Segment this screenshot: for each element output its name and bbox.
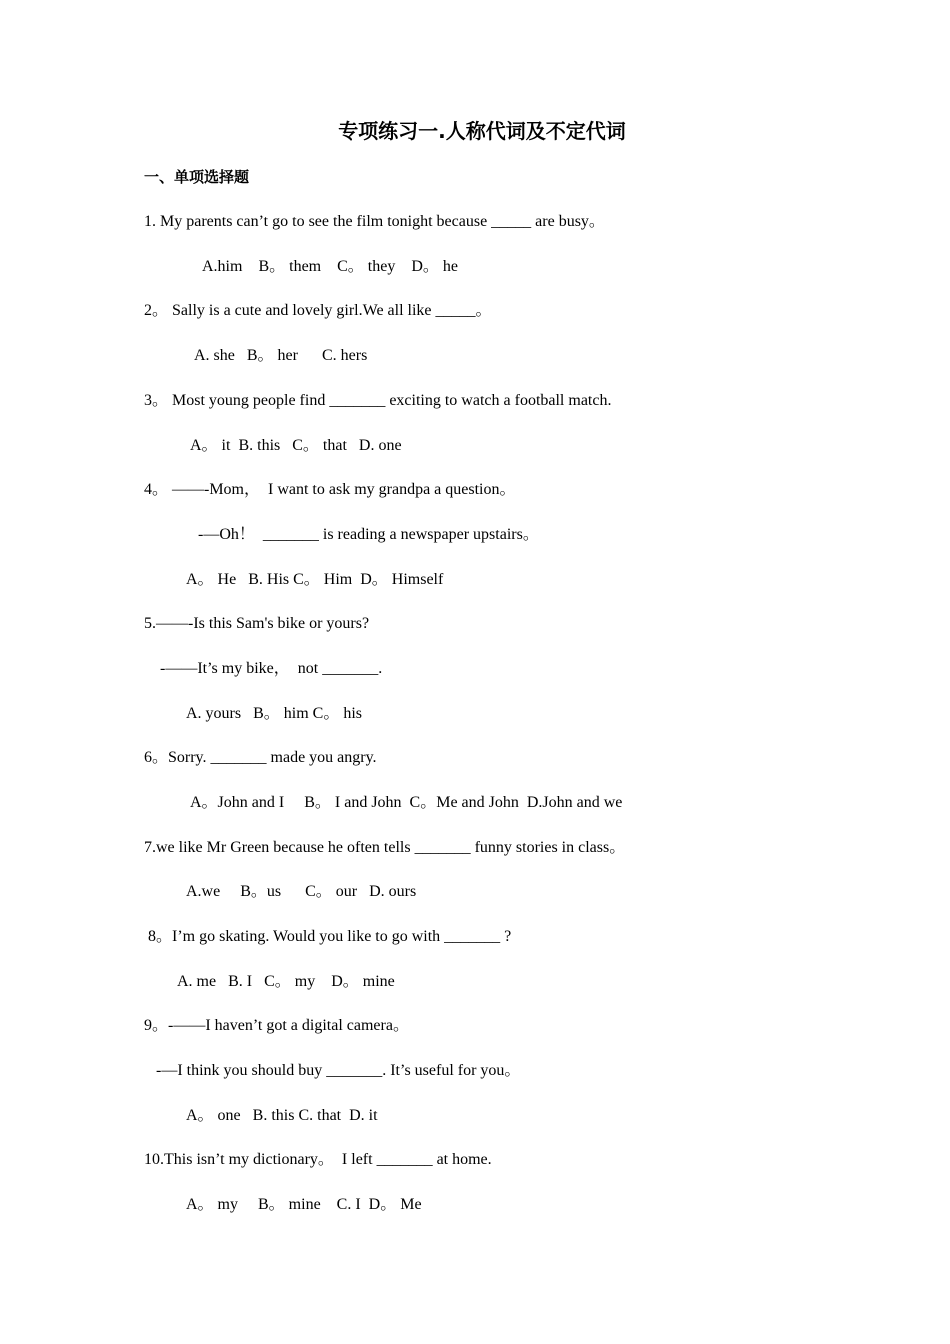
question-8: 8。I’m go skating. Would you like to go with _______ ? [148,928,512,945]
options-4: A。 He B. His C。 Him D。 Himself [186,571,444,588]
options-5: A. yours B。 him C。 his [186,705,363,722]
question-3: 3。 Most young people find _______ exciting to watch a football match. [144,392,612,409]
page-title: 专项练习一.人称代词及不定代词 [338,119,626,143]
question-4-reply: -—Oh！ _______ is reading a newspaper upstairs。 [198,526,539,543]
question-10: 10.This isn’t my dictionary。 I left _______ at home. [144,1151,492,1168]
question-6: 6。Sorry. _______ made you angry. [144,749,377,766]
options-10: A。 my B。 mine C. I D。 Me [186,1196,422,1213]
options-7: A.we B。us C。 our D. ours [186,883,417,900]
question-5-reply: -——It’s my bike， not _______. [160,660,383,677]
options-3: A。 it B. this C。 that D. one [190,437,402,454]
section-heading: 一、单项选择题 [144,168,250,186]
options-2: A. she B。 her C. hers [194,347,368,364]
question-7: 7.we like Mr Green because he often tells _______ funny stories in class。 [144,839,626,856]
question-5: 5.——-Is this Sam's bike or yours? [144,615,370,632]
options-8: A. me B. I C。 my D。 mine [177,973,395,990]
options-6: A。John and I B。 I and John C。Me and John D.John and we [190,794,623,811]
question-9: 9。-——I haven’t got a digital camera。 [144,1017,409,1034]
options-9: A。 one B. this C. that D. it [186,1107,378,1124]
options-1: A.him B。 them C。 they D。 he [202,258,458,275]
question-9-reply: -—I think you should buy _______. It’s useful for you。 [156,1062,521,1079]
question-2: 2。 Sally is a cute and lovely girl.We all like _____。 [144,302,492,319]
question-4: 4。 ——-Mom， I want to ask my grandpa a question。 [144,481,516,498]
question-1: 1. My parents can’t go to see the film tonight because _____ are busy。 [144,213,605,230]
